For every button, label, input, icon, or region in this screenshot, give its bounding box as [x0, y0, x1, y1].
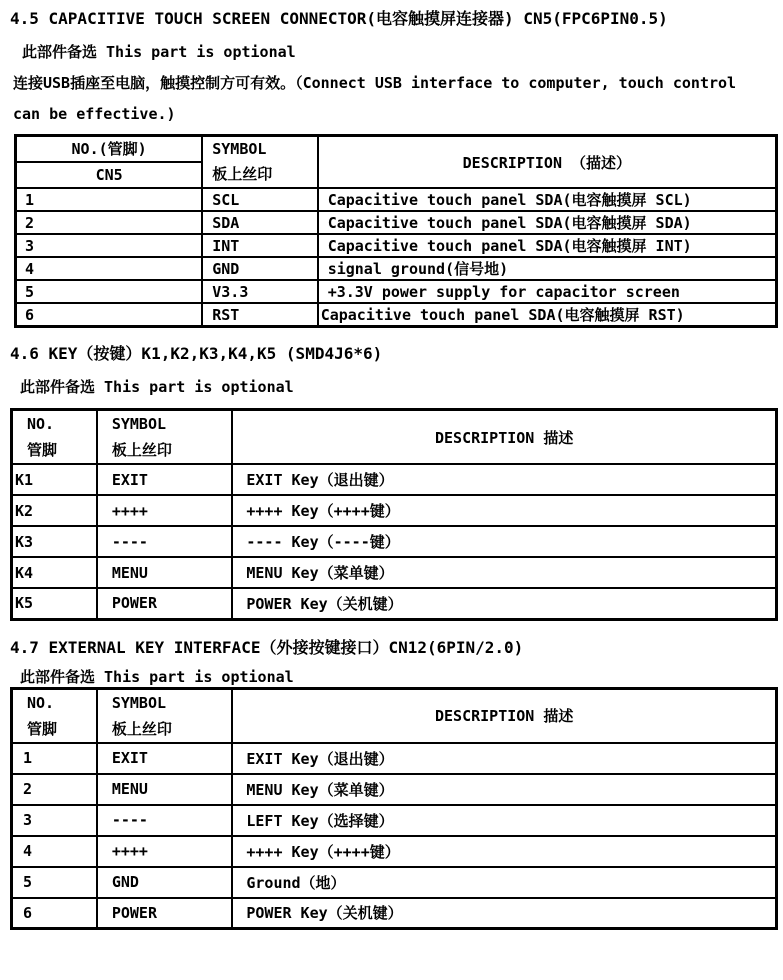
description-cell: Capacitive touch panel SDA(电容触摸屏 INT) [318, 234, 777, 257]
usb-note-line-2: can be effective.) [13, 105, 176, 123]
header-symbol-en: SYMBOL [212, 140, 267, 158]
symbol-cell: SDA [202, 211, 317, 234]
header-no-en: NO. [27, 415, 55, 433]
pin-no-cell: 3 [16, 234, 203, 257]
optional-note-4-6: 此部件备选 This part is optional [20, 378, 294, 396]
section-4-5-heading: 4.5 CAPACITIVE TOUCH SCREEN CONNECTOR(电容触摸屏连接器) CN5(FPC6PIN0.5) [10, 9, 668, 28]
header-description-cell: DESCRIPTION 描述 [232, 410, 776, 465]
description-cell: POWER Key（关机键） [232, 898, 776, 929]
description-cell: Capacitive touch panel SDA(电容触摸屏 RST) [318, 303, 777, 327]
header-description-cell: DESCRIPTION （描述） [318, 136, 777, 189]
symbol-cell: MENU [97, 774, 233, 805]
symbol-cell: GND [202, 257, 317, 280]
symbol-cell: EXIT [97, 743, 233, 774]
description-cell: Ground（地） [232, 867, 776, 898]
pin-no-cell: 1 [12, 743, 97, 774]
header-symbol-cn: 板上丝印 [111, 441, 172, 459]
table-row [12, 743, 777, 774]
header-no-cell: NO.(管脚) [16, 136, 203, 162]
description-cell: +3.3V power supply for capacitor screen [318, 280, 777, 303]
header-symbol-cell [97, 410, 233, 465]
key-no-cell: K3 [12, 526, 97, 557]
cn5-pin-table [14, 134, 778, 328]
table-row [16, 280, 777, 303]
table-row [12, 526, 777, 557]
header-no-cell [12, 410, 97, 465]
symbol-cell: GND [97, 867, 233, 898]
description-cell: ++++ Key（++++键） [232, 495, 776, 526]
pin-no-cell: 2 [16, 211, 203, 234]
optional-note-4-5: 此部件备选 This part is optional [22, 43, 296, 61]
header-no-cell [12, 688, 97, 743]
key-no-cell: K2 [12, 495, 97, 526]
header-cn5-cell: CN5 [16, 162, 203, 188]
table-row [12, 774, 777, 805]
pin-no-cell: 5 [12, 867, 97, 898]
symbol-cell: POWER [97, 588, 233, 619]
header-symbol-cell [202, 136, 317, 189]
symbol-cell: ++++ [97, 495, 233, 526]
header-symbol-cn: 板上丝印 [111, 719, 172, 738]
description-cell: EXIT Key（退出键） [232, 464, 776, 495]
description-cell: signal ground(信号地) [318, 257, 777, 280]
symbol-cell: ---- [97, 526, 233, 557]
cn12-table-header-row [12, 688, 777, 743]
header-symbol-cell [97, 688, 233, 743]
symbol-cell: RST [202, 303, 317, 327]
key-no-cell: K5 [12, 588, 97, 619]
table-row [12, 805, 777, 836]
table-row [16, 188, 777, 211]
pin-no-cell: 6 [16, 303, 203, 327]
description-cell: ---- Key（----键） [232, 526, 776, 557]
pin-no-cell: 5 [16, 280, 203, 303]
header-symbol-en: SYMBOL [111, 693, 167, 712]
description-cell: MENU Key（菜单键） [232, 557, 776, 588]
table-row [16, 303, 777, 327]
description-cell: POWER Key（关机键） [232, 588, 776, 619]
symbol-cell: ++++ [97, 836, 233, 867]
symbol-cell: V3.3 [202, 280, 317, 303]
header-symbol-cn: 板上丝印 [212, 165, 273, 183]
description-cell: ++++ Key（++++键） [232, 836, 776, 867]
table-row [12, 588, 777, 619]
table-row [12, 464, 777, 495]
header-no-en: NO. [27, 693, 55, 712]
pin-no-cell: 2 [12, 774, 97, 805]
table-row [16, 234, 777, 257]
section-4-6-heading: 4.6 KEY（按键）K1,K2,K3,K4,K5 (SMD4J6*6) [10, 344, 383, 363]
pin-no-cell: 4 [12, 836, 97, 867]
symbol-cell: MENU [97, 557, 233, 588]
symbol-cell: ---- [97, 805, 233, 836]
symbol-cell: INT [202, 234, 317, 257]
description-cell: Capacitive touch panel SDA(电容触摸屏 SCL) [318, 188, 777, 211]
table-row [12, 557, 777, 588]
key-table-header-row [12, 410, 777, 465]
key-no-cell: K1 [12, 464, 97, 495]
symbol-cell: POWER [97, 898, 233, 929]
cn5-table-header-row-top [16, 136, 777, 162]
optional-note-4-7: 此部件备选 This part is optional [20, 667, 294, 686]
table-row [12, 898, 777, 929]
header-description-cell: DESCRIPTION 描述 [232, 688, 776, 743]
description-cell: MENU Key（菜单键） [232, 774, 776, 805]
usb-note-line-1: 连接USB插座至电脑，触摸控制方可有效。（Connect USB interface to computer, touch control [13, 74, 737, 92]
table-row [12, 836, 777, 867]
table-row [12, 495, 777, 526]
table-row [16, 257, 777, 280]
description-cell: Capacitive touch panel SDA(电容触摸屏 SDA) [318, 211, 777, 234]
pin-no-cell: 4 [16, 257, 203, 280]
pin-no-cell: 3 [12, 805, 97, 836]
description-cell: LEFT Key（选择键） [232, 805, 776, 836]
description-cell: EXIT Key（退出键） [232, 743, 776, 774]
header-symbol-en: SYMBOL [111, 415, 167, 433]
header-no-cn: 管脚 [27, 441, 58, 459]
key-table [10, 408, 778, 621]
section-4-7-heading: 4.7 EXTERNAL KEY INTERFACE（外接按键接口）CN12(6PIN/2.0) [10, 637, 524, 657]
pin-no-cell: 6 [12, 898, 97, 929]
symbol-cell: SCL [202, 188, 317, 211]
header-no-cn: 管脚 [27, 719, 58, 738]
pin-no-cell: 1 [16, 188, 203, 211]
table-row [12, 867, 777, 898]
table-row [16, 211, 777, 234]
symbol-cell: EXIT [97, 464, 233, 495]
key-no-cell: K4 [12, 557, 97, 588]
cn12-pin-table [10, 687, 778, 931]
